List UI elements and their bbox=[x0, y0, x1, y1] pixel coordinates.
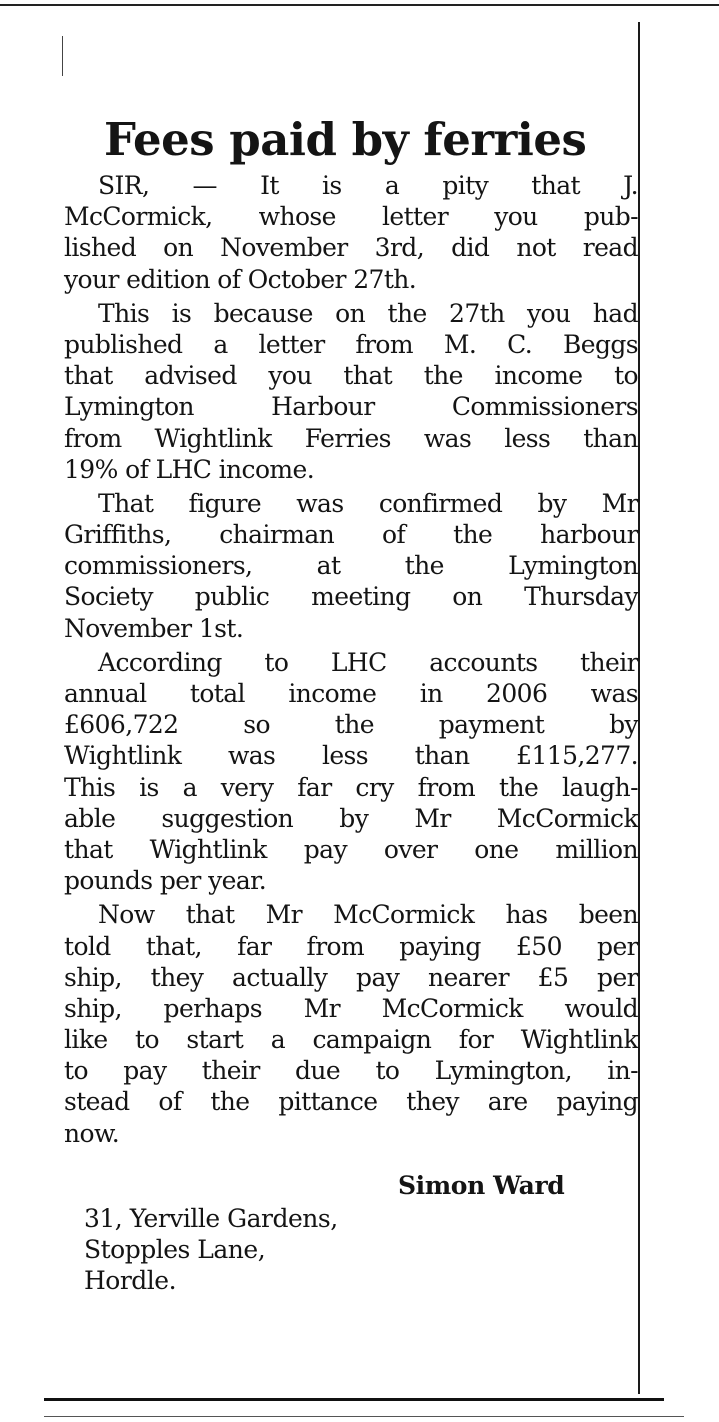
address-line: 31, Yerville Gardens, bbox=[84, 1203, 338, 1233]
text-line: able suggestion by Mr McCormick bbox=[64, 803, 638, 833]
text-line: that advised you that the income to bbox=[64, 361, 638, 391]
text-line: stead of the pittance they are paying bbox=[64, 1087, 638, 1117]
top-border-rule bbox=[0, 4, 719, 6]
text-line: 19% of LHC income. bbox=[64, 454, 315, 484]
text-line: from Wightlink Ferries was less than bbox=[64, 423, 638, 453]
text-line: SIR, — It is a pity that J. bbox=[98, 171, 638, 200]
letter-signature bbox=[64, 1169, 638, 1297]
text-line: annual total income in 2006 was bbox=[64, 679, 638, 708]
text-line: That figure was confirmed by Mr bbox=[98, 488, 638, 518]
address-line: Hordle. bbox=[84, 1266, 177, 1296]
text-line: Wightlink was less than £115,277. bbox=[64, 741, 638, 771]
right-column-rule bbox=[638, 22, 640, 1394]
address-line: Stopples Lane, bbox=[84, 1235, 266, 1264]
text-line: ship, they actually pay nearer £5 per bbox=[64, 962, 638, 992]
text-line: published a letter from M. C. Beggs bbox=[64, 329, 638, 359]
letter-body bbox=[64, 170, 638, 1149]
text-line: According to LHC accounts their bbox=[98, 647, 638, 677]
text-line: told that, far from paying £50 per bbox=[64, 931, 638, 961]
text-line: lished on November 3rd, did not read bbox=[64, 233, 638, 263]
newspaper-letter bbox=[64, 110, 638, 1296]
bottom-border-rule bbox=[44, 1398, 664, 1401]
text-line: Griffiths, chairman of the harbour bbox=[64, 520, 638, 550]
paragraph-5 bbox=[64, 899, 638, 1149]
text-line: This is a very far cry from the laugh- bbox=[64, 772, 638, 802]
text-line: Now that Mr McCormick has been bbox=[98, 900, 638, 930]
text-line: that Wightlink pay over one million bbox=[64, 834, 638, 864]
paragraph-2 bbox=[64, 298, 638, 485]
text-line: pounds per year. bbox=[64, 866, 267, 896]
text-line: November 1st. bbox=[64, 613, 244, 643]
text-line: This is because on the 27th you had bbox=[98, 298, 638, 328]
text-line: Society public meeting on Thursday bbox=[64, 582, 638, 612]
author-name: Simon Ward bbox=[398, 1170, 565, 1200]
paragraph-3 bbox=[64, 488, 638, 644]
left-column-rule bbox=[62, 36, 63, 76]
letter-headline: Fees paid by ferries bbox=[104, 113, 587, 166]
bottom-thin-rule bbox=[44, 1416, 684, 1417]
text-line: to pay their due to Lymington, in- bbox=[64, 1056, 638, 1086]
paragraph-1 bbox=[64, 170, 638, 295]
text-line: Lymington Harbour Commissioners bbox=[64, 392, 638, 422]
text-line: ship, perhaps Mr McCormick would bbox=[64, 993, 638, 1023]
text-line: like to start a campaign for Wightlink bbox=[64, 1025, 638, 1055]
text-line: your edition of October 27th. bbox=[64, 264, 417, 294]
text-line: now. bbox=[64, 1118, 120, 1148]
text-line: commissioners, at the Lymington bbox=[64, 551, 638, 581]
text-line: £606,722 so the payment by bbox=[64, 710, 638, 740]
text-line: McCormick, whose letter you pub- bbox=[64, 202, 638, 232]
paragraph-4 bbox=[64, 647, 638, 897]
